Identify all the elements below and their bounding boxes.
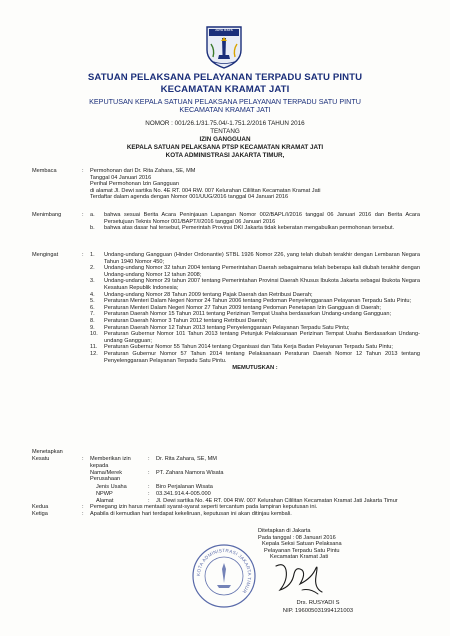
mengingat-item [90,292,420,299]
detail-colon: : [148,490,150,497]
kesatu-label: Kesatu [32,456,50,462]
item-number: 8. [90,317,95,324]
detail-value: 03.341.914.4-005.000 [156,490,211,497]
item-text: Peraturan Menteri Dalam Negeri Nomor 24 Tahun 2006 tentang Pedoman Penyelenggaraan Pelayanan Terpadu Satu Pintu; [104,298,412,305]
item-number: 3. [90,278,95,285]
menimbang-content [90,212,420,232]
item-text: Peraturan Gubernur Nomor 101 Tahun 2013 tentang Petunjuk Pelaksanaan Perizinan Tempat Usaha Berdasarkan Undang-undang Gangguan; [104,331,420,344]
handwritten-signature [272,560,332,602]
item-text: Undang-undang Nomor 29 tahun 2007 tentang Pemerintahan Provinsi Daerah Khusus Ibukota Jakarta sebagai Ibukota Negara Kesatuan Republik Indonesia; [104,278,420,291]
org-header-line2: KECAMATAN KRAMAT JATI [160,84,290,95]
detail-colon: : [148,483,150,490]
ketiga-colon: : [82,511,84,517]
membaca-line: Tanggal 04 Januari 2016 [90,174,152,181]
detail-colon: : [148,456,150,462]
detail-value: Biro Perjalanan Wisata [156,483,213,490]
membaca-label: Membaca [32,168,57,174]
decree-tentang: TENTANG [210,128,240,135]
item-number: 4. [90,291,95,298]
menimbang-item [90,212,420,225]
item-text: bahwa atas dasar hal tersebut, Pemerintah Provinsi DKI Jakarta tidak keberatan mengabulkan permohonan tersebut. [104,225,395,232]
item-text: bahwa sesuai Berita Acara Peninjauan Lapangan Nomor 002/BAPL/I/2016 tanggal 06 Januari 2016 dan Berita Acara Persetujuan Teknis Nomor 001/BAPT/I/2016 tanggal 06 Januari 2016 [104,212,420,225]
mengingat-colon: : [82,252,84,258]
mengingat-item [90,311,420,318]
detail-value: PT. Zahara Namora Wisata [156,469,224,476]
crest-logo [203,24,245,70]
menimbang-colon: : [82,212,84,218]
kedua-label: Kedua [32,504,49,510]
item-number: 2. [90,265,95,272]
membaca-line: Terdaftar dalam agenda dengan Nomor 001/UUG/2016 tanggal 04 Januari 2016 [90,194,289,201]
mengingat-item [90,318,420,325]
item-number: 5. [90,298,95,305]
kedua-colon: : [82,504,84,510]
membaca-colon: : [82,168,84,174]
mengingat-item [90,351,420,364]
detail-label: Nama/Merek Perusahaan [90,469,123,483]
signature-date: Pada tanggal : 08 Januari 2016 [258,534,336,541]
crest-caption: JAYA RAYA [215,27,233,32]
item-number: a. [90,212,95,218]
mengingat-item [90,278,420,291]
signature-icon [272,560,332,602]
item-text: Undang-undang Nomor 28 Tahun 2009 tentang Pajak Daerah dan Retribusi Daerah; [104,291,313,298]
signer-nip: NIP. 196005031994121003 [282,608,354,614]
ketiga-label: Ketiga [32,511,48,517]
decree-title-line1: KEPUTUSAN KEPALA SATUAN PELAKSANA PELAYANAN TERPADU SATU PINTU [89,97,361,106]
membaca-line: di alamat Jl. Dewi sartika No. 4E RT. 004 RW. 007 Kelurahan Cililitan Kecamatan Kramat Jati [90,187,321,194]
item-text: Undang-undang Nomor 32 tahun 2004 tentang Pemerintahan Daerah sebagaimana telah beberapa kali diubah terakhir dengan Undang-undang Nomor 12 tahun 2008; [104,265,420,278]
item-text: Peraturan Menteri Dalam Negeri Nomor 27 Tahun 2009 tentang Pedoman Penetapan Izin Gangguan di Daerah; [104,304,381,311]
detail-value: Jl. Dewi sartika No. 4E RT. 004 RW. 007 Kelurahan Cililitan Kecamatan Kramat Jati Jakarta Timur [156,497,398,504]
decree-subject: IZIN GANGGUAN [199,136,251,143]
detail-label: NPWP [96,490,113,497]
membaca-line: Permohonan dari Dr. Rita Zahara, SE, MM [90,168,196,174]
item-number: 12. [90,350,98,357]
kedua-text: Pemegang izin harus mentaati syarat-syarat seperti tercantum pada lampiran keputusan ini. [90,504,318,510]
item-number: 11. [90,344,98,351]
decree-title-line2: KECAMATAN KRAMAT JATI [179,105,271,114]
stamp-text: KOTA ADMINISTRASI JAKARTA TIMUR [195,547,253,595]
mengingat-label: Mengingat [32,252,59,258]
mengingat-item [90,344,420,351]
mengingat-item [90,298,420,305]
detail-value: Dr. Rita Zahara, SE, MM [156,456,217,462]
signer-name: Drs. RUSYADI S [296,600,340,606]
org-header-line1: SATUAN PELAKSANA PELAYANAN TERPADU SATU PINTU [87,72,363,83]
menetapkan-label: Menetapkan [32,449,63,455]
mengingat-item [90,305,420,312]
item-text: Undang-undang Gangguan (Hinder Ordonantie) STBL 1926 Nomor 226, yang telah diubah terakhir dengan Lembaran Negara Tahun 1940 Nomor 450; [104,252,420,265]
kesatu-colon: : [82,456,84,462]
mengingat-item [90,265,420,278]
item-number: 9. [90,324,95,331]
membaca-content [90,168,420,201]
membaca-line: Perihal Permohonan Izin Gangguan [90,181,179,188]
item-text: Peraturan Daerah Nomor 3 Tahun 2012 tentang Retribusi Daerah; [104,317,268,324]
decree-issuer-city: KOTA ADMINISTRASI JAKARTA TIMUR, [165,152,285,159]
decree-number: NOMOR : 001/26.1/31.75.04/-1.751.2/2016 TAHUN 2016 [145,120,305,127]
item-number: b. [90,225,95,232]
detail-label: Memberikan izin kepada [90,456,131,469]
signature-title1: Kepala Seksi Satuan Pelaksana [262,541,342,548]
signature-place: Ditetapkan di Jakarta [258,528,311,534]
mengingat-item [90,331,420,344]
item-number: 1. [90,252,95,258]
item-number: 7. [90,311,95,318]
signature-title2: Pelayanan Terpadu Satu Pintu [264,547,340,554]
item-text: Peraturan Daerah Nomor 15 Tahun 2011 tentang Perizinan Tempat Usaha berdasarkan Undang-undang Gangguan; [104,311,392,318]
detail-label: Jenis Usaha [96,483,127,490]
item-number: 10. [90,331,98,338]
menimbang-item [90,225,420,232]
item-text: Peraturan Gubernur Nomor 57 Tahun 2014 tentang Pelaksanaan Peraturan Daerah Nomor 12 Tahun 2013 tentang Penyelenggaraan Pelayanan Terpadu Satu Pintu. [104,350,420,364]
stamp-icon [191,543,257,609]
detail-colon: : [148,469,150,476]
ketiga-text: Apabila di kemudian hari terdapat kekeliruan, keputusan ini akan ditinjau kembali. [90,511,292,517]
decree-issuer: KEPALA SATUAN PELAKSANA PTSP KECAMATAN KRAMAT JATI [126,144,324,151]
mengingat-content [90,252,420,371]
license-details [90,456,422,505]
menimbang-label: Menimbang [32,212,62,218]
mengingat-item [90,252,420,265]
signature-title3: Kecamatan Kramat Jati [270,554,329,561]
item-text: Peraturan Daerah Nomor 12 Tahun 2013 tentang Penyelenggaraan Pelayanan Terpadu Satu Pintu; [104,324,350,331]
item-text: Peraturan Gubernur Nomor 55 Tahun 2014 tentang Organisasi dan Tata Kerja Badan Pelayanan Terpadu Satu Pintu; [104,344,393,351]
official-stamp [191,543,257,609]
detail-colon: : [148,497,150,504]
item-number: 6. [90,304,95,311]
memutuskan-heading: MEMUTUSKAN : [232,364,278,371]
detail-label: Alamat [96,497,114,504]
mengingat-item [90,325,420,332]
